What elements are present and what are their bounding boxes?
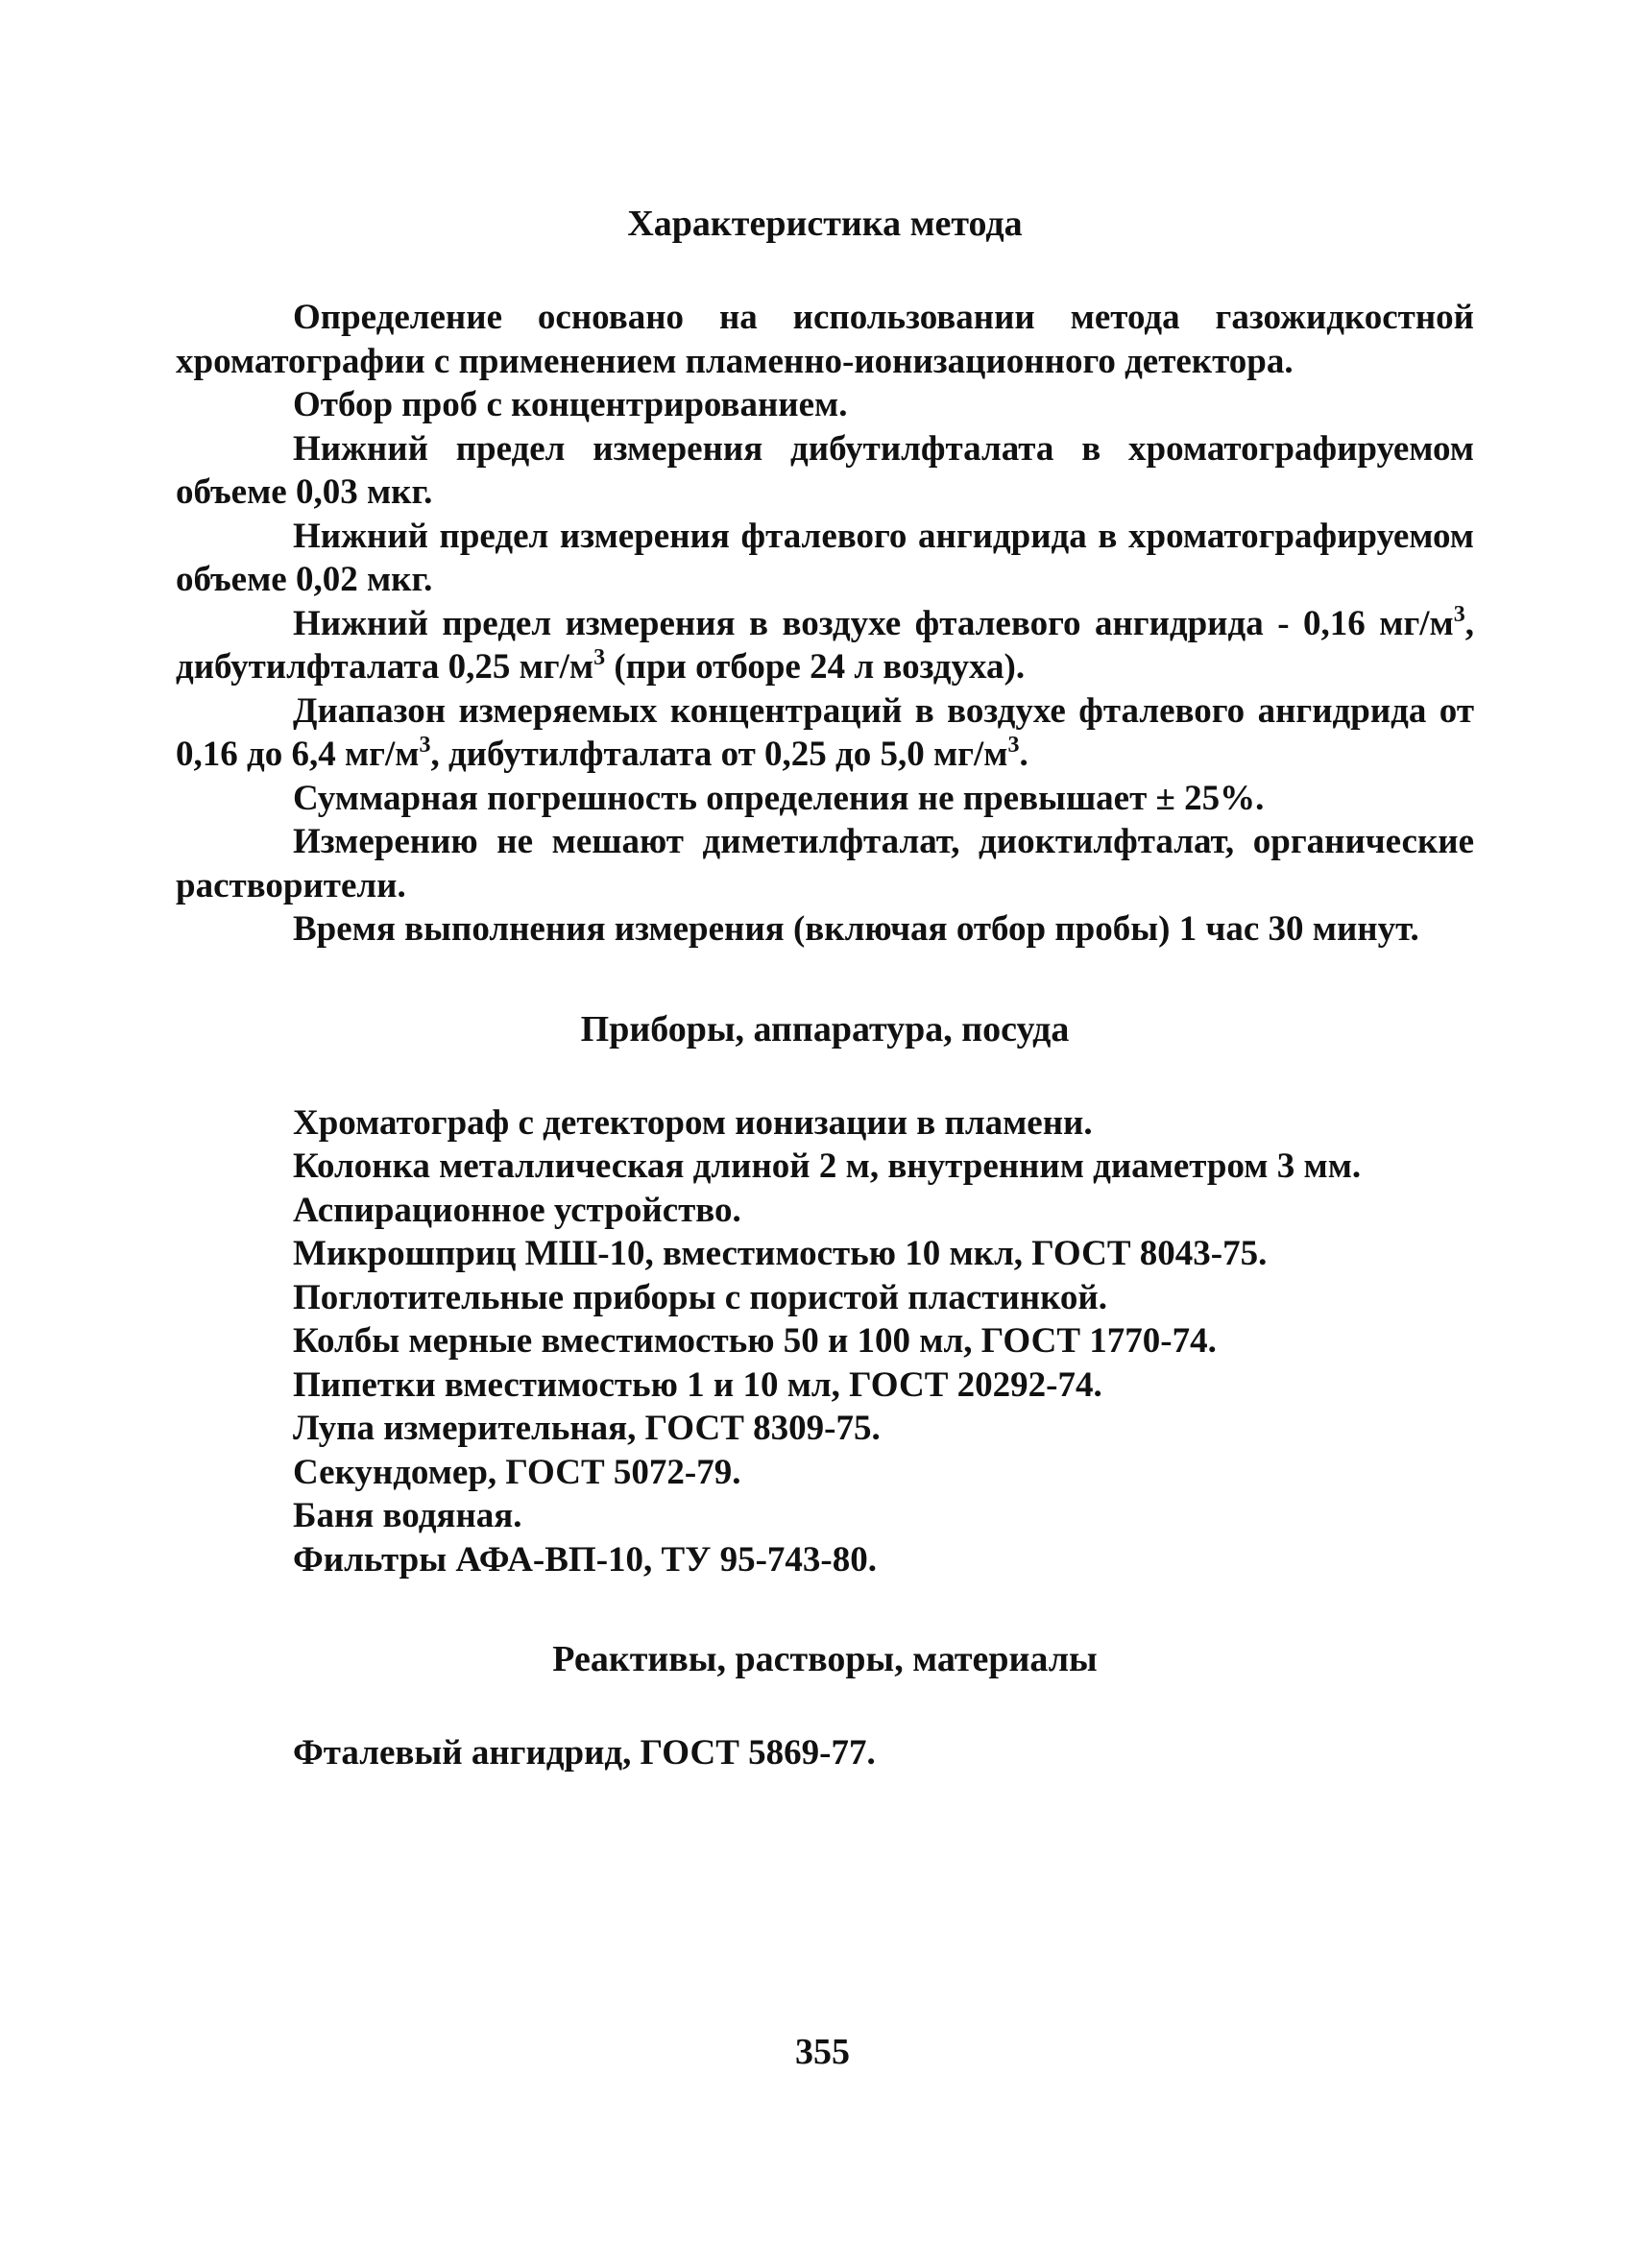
method-paragraph-range bbox=[176, 689, 1474, 777]
page-content bbox=[176, 202, 1474, 1775]
method-paragraph: Отбор проб с концентрированием. bbox=[293, 385, 848, 424]
equipment-item: Колбы мерные вместимостью 50 и 100 мл, ГОСТ 1770-74. bbox=[293, 1321, 1217, 1361]
reagent-item: Фталевый ангидрид, ГОСТ 5869-77. bbox=[293, 1733, 876, 1773]
method-paragraph: Суммарная погрешность определения не превышает ± 25%. bbox=[293, 778, 1265, 818]
method-paragraph: Время выполнения измерения (включая отбор пробы) 1 час 30 минут. bbox=[293, 909, 1419, 949]
range-text-b: , дибутилфталата от 0,25 до 5,0 мг/м bbox=[430, 735, 1008, 774]
section-title-method: Характеристика метода bbox=[627, 204, 1023, 244]
section-title-equipment: Приборы, аппаратура, посуда bbox=[580, 1008, 1070, 1050]
method-paragraph: Измерению не мешают диметилфталат, диоктилфталат, органические растворители. bbox=[176, 822, 1474, 905]
equipment-item: Фильтры АФА-ВП-10, ТУ 95-743-80. bbox=[293, 1539, 877, 1580]
equipment-item: Хроматограф с детектором ионизации в пламени. bbox=[293, 1102, 1093, 1143]
equipment-item: Поглотительные приборы с пористой пластинкой. bbox=[293, 1277, 1107, 1317]
method-paragraph: Определение основано на использовании метода газожидкостной хроматографии с применением пламенно-ионизационного детектора. bbox=[176, 298, 1474, 381]
section-title-reagents: Реактивы, растворы, материалы bbox=[552, 1639, 1098, 1679]
air-limit-text-b: , дибутилфталата 0,25 мг/м bbox=[176, 603, 1474, 687]
equipment-item: Лупа измерительная, ГОСТ 8309-75. bbox=[293, 1409, 881, 1448]
method-paragraph: Нижний предел измерения фталевого ангидрида в хроматографируемом объеме 0,02 мкг. bbox=[176, 516, 1474, 599]
equipment-item: Баня водяная. bbox=[293, 1496, 522, 1535]
method-paragraph-air-limit bbox=[176, 602, 1474, 689]
superscript: 3 bbox=[419, 733, 431, 758]
equipment-item: Микрошприц МШ-10, вместимостью 10 мкл, ГОСТ 8043-75. bbox=[293, 1234, 1268, 1273]
equipment-item: Пипетки вместимостью 1 и 10 мл, ГОСТ 20292-74. bbox=[293, 1364, 1102, 1405]
air-limit-text-a: Нижний предел измерения в воздухе фталевого ангидрида - 0,16 мг/м bbox=[293, 603, 1454, 643]
range-text-c: . bbox=[1019, 735, 1028, 774]
method-paragraph: Нижний предел измерения дибутилфталата в хроматографируемом объеме 0,03 мкг. bbox=[176, 428, 1474, 512]
equipment-item: Секундомер, ГОСТ 5072-79. bbox=[293, 1452, 741, 1492]
air-limit-text-c: (при отборе 24 л воздуха). bbox=[605, 647, 1026, 687]
superscript: 3 bbox=[593, 645, 606, 670]
equipment-item: Колонка металлическая длиной 2 м, внутренним диаметром 3 мм. bbox=[293, 1146, 1362, 1186]
equipment-item: Аспирационное устройство. bbox=[293, 1190, 741, 1230]
range-text-a: Диапазон измеряемых концентраций в воздухе фталевого ангидрида от 0,16 до 6,4 мг/м bbox=[176, 690, 1474, 774]
page-number: 355 bbox=[795, 2032, 850, 2072]
superscript: 3 bbox=[1453, 601, 1465, 627]
superscript: 3 bbox=[1007, 733, 1020, 758]
